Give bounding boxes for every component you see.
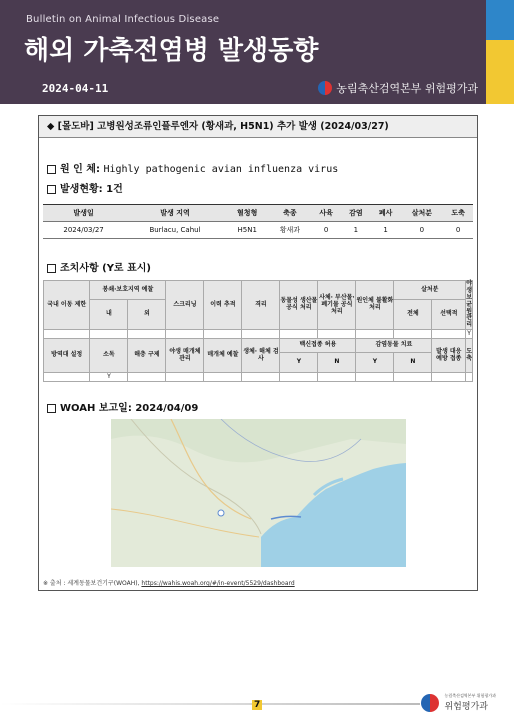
cell: 황새과 (269, 222, 312, 239)
report-title: ◆ [몰도바] 고병원성조류인플루엔자 (황새과, H5N1) 추가 발생 (2024/03/27) (39, 116, 477, 138)
source-prefix: ※ 출처 : 세계동물보건기구(WOAH), (43, 580, 140, 587)
measure-header: 감염동물 치료 (356, 339, 432, 353)
measure-header: 매개체 예찰 (204, 339, 242, 373)
col-header: 살처분 (401, 205, 444, 222)
measure-header: 해충 구제 (128, 339, 166, 373)
cell: 1 (371, 222, 401, 239)
measures-table (43, 280, 473, 382)
footer-org (421, 693, 496, 712)
header-accent-blue (486, 0, 514, 40)
agency-logo-icon (318, 81, 332, 95)
cell: 0 (443, 222, 473, 239)
table-row (43, 222, 473, 239)
measure-subheader: Y (356, 353, 394, 373)
cell: Burlacu, Cahul (124, 222, 226, 239)
measure-header: 살처분 (394, 281, 466, 300)
measure-subheader: 내 (90, 299, 128, 329)
source-link[interactable]: https://wahis.woah.org/#/in-event/5529/dashboard (141, 580, 295, 587)
checkbox-square-icon (47, 404, 56, 413)
measure-subheader: N (394, 353, 432, 373)
col-header: 사육 (311, 205, 341, 222)
measure-header: 야생 매개체 관리 (166, 339, 204, 373)
agent-value: Highly pathogenic avian influenza virus (103, 164, 339, 175)
status-line: 발생현황: 1건 (47, 180, 123, 195)
measure-header: 야생 보균원 관리 (466, 280, 472, 329)
measures-heading: 조치사항 (Y로 표시) (47, 259, 151, 274)
measure-header: 봉쇄·보호지역 예찰 (90, 281, 166, 300)
measure-header: 방역대 설정 (44, 339, 90, 373)
page-title: 해외 가축전염병 발생동향 (24, 36, 319, 66)
measure-subheader: 선택적 (432, 299, 466, 329)
table-row (44, 373, 473, 382)
measure-header: 격리 (242, 281, 280, 330)
status-value: 1건 (106, 184, 123, 195)
header-accent-yellow (486, 40, 514, 104)
col-header: 도축 (443, 205, 473, 222)
measure-header: 생체· 해체 검사 (242, 339, 280, 373)
page-number: 7 (254, 700, 261, 710)
agency-logo-icon (421, 694, 439, 712)
cell: Y (90, 373, 128, 382)
report-box (38, 115, 478, 591)
col-header: 혈청형 (226, 205, 269, 222)
outbreak-table (43, 204, 473, 239)
col-header: 발생일 (43, 205, 124, 222)
measure-header: 원인체 불활화 처리 (356, 281, 394, 330)
measure-header: 발생 대응 예방 접종 (432, 339, 466, 373)
agent-line: 원 인 체: Highly pathogenic avian influenza virus (47, 160, 338, 175)
measure-subheader: 전체 (394, 299, 432, 329)
table-row (44, 330, 473, 339)
measure-header: 사체· 부산물· 폐기물 공식 처리 (318, 281, 356, 330)
woah-line: WOAH 보고일: 2024/04/09 (47, 399, 198, 414)
source-note (43, 578, 295, 587)
outbreak-map (111, 419, 406, 567)
header-org-label: 농림축산검역본부 위험평가과 (336, 82, 478, 95)
measure-header: 백신접종 허용 (280, 339, 356, 353)
cell: 0 (401, 222, 444, 239)
col-header: 폐사 (371, 205, 401, 222)
footer-org-small: 농림축산검역본부 위험평가과 (444, 693, 496, 698)
measure-header: 소독 (90, 339, 128, 373)
cell: 2024/03/27 (43, 222, 124, 239)
measure-header: 스크리닝 (166, 281, 204, 330)
checkbox-square-icon (47, 165, 56, 174)
outbreak-header-row (43, 205, 473, 222)
measure-header: 이력 추적 (204, 281, 242, 330)
cell: Y (467, 329, 471, 337)
bulletin-subtitle: Bulletin on Animal Infectious Disease (26, 14, 220, 25)
header-org (318, 80, 478, 96)
measure-subheader: 외 (128, 299, 166, 329)
measure-header: 국내 이동 제한 (44, 281, 90, 330)
header-banner (0, 0, 514, 104)
footer-org-name: 위험평가과 (444, 702, 488, 712)
checkbox-square-icon (47, 264, 56, 273)
checkbox-square-icon (47, 185, 56, 194)
measure-subheader: N (318, 353, 356, 373)
col-header: 축종 (269, 205, 312, 222)
issue-date: 2024-04-11 (42, 82, 109, 95)
measure-header: 동물성 생산물 공식 처리 (280, 281, 318, 330)
measure-subheader: Y (280, 353, 318, 373)
col-header: 감염 (341, 205, 371, 222)
footer-divider (0, 703, 420, 705)
cell: 0 (311, 222, 341, 239)
col-header: 발생 지역 (124, 205, 226, 222)
woah-date: 2024/04/09 (135, 403, 199, 414)
measure-header: 도축 (466, 339, 473, 373)
map-graphic (111, 419, 406, 567)
cell: 1 (341, 222, 371, 239)
cell: H5N1 (226, 222, 269, 239)
